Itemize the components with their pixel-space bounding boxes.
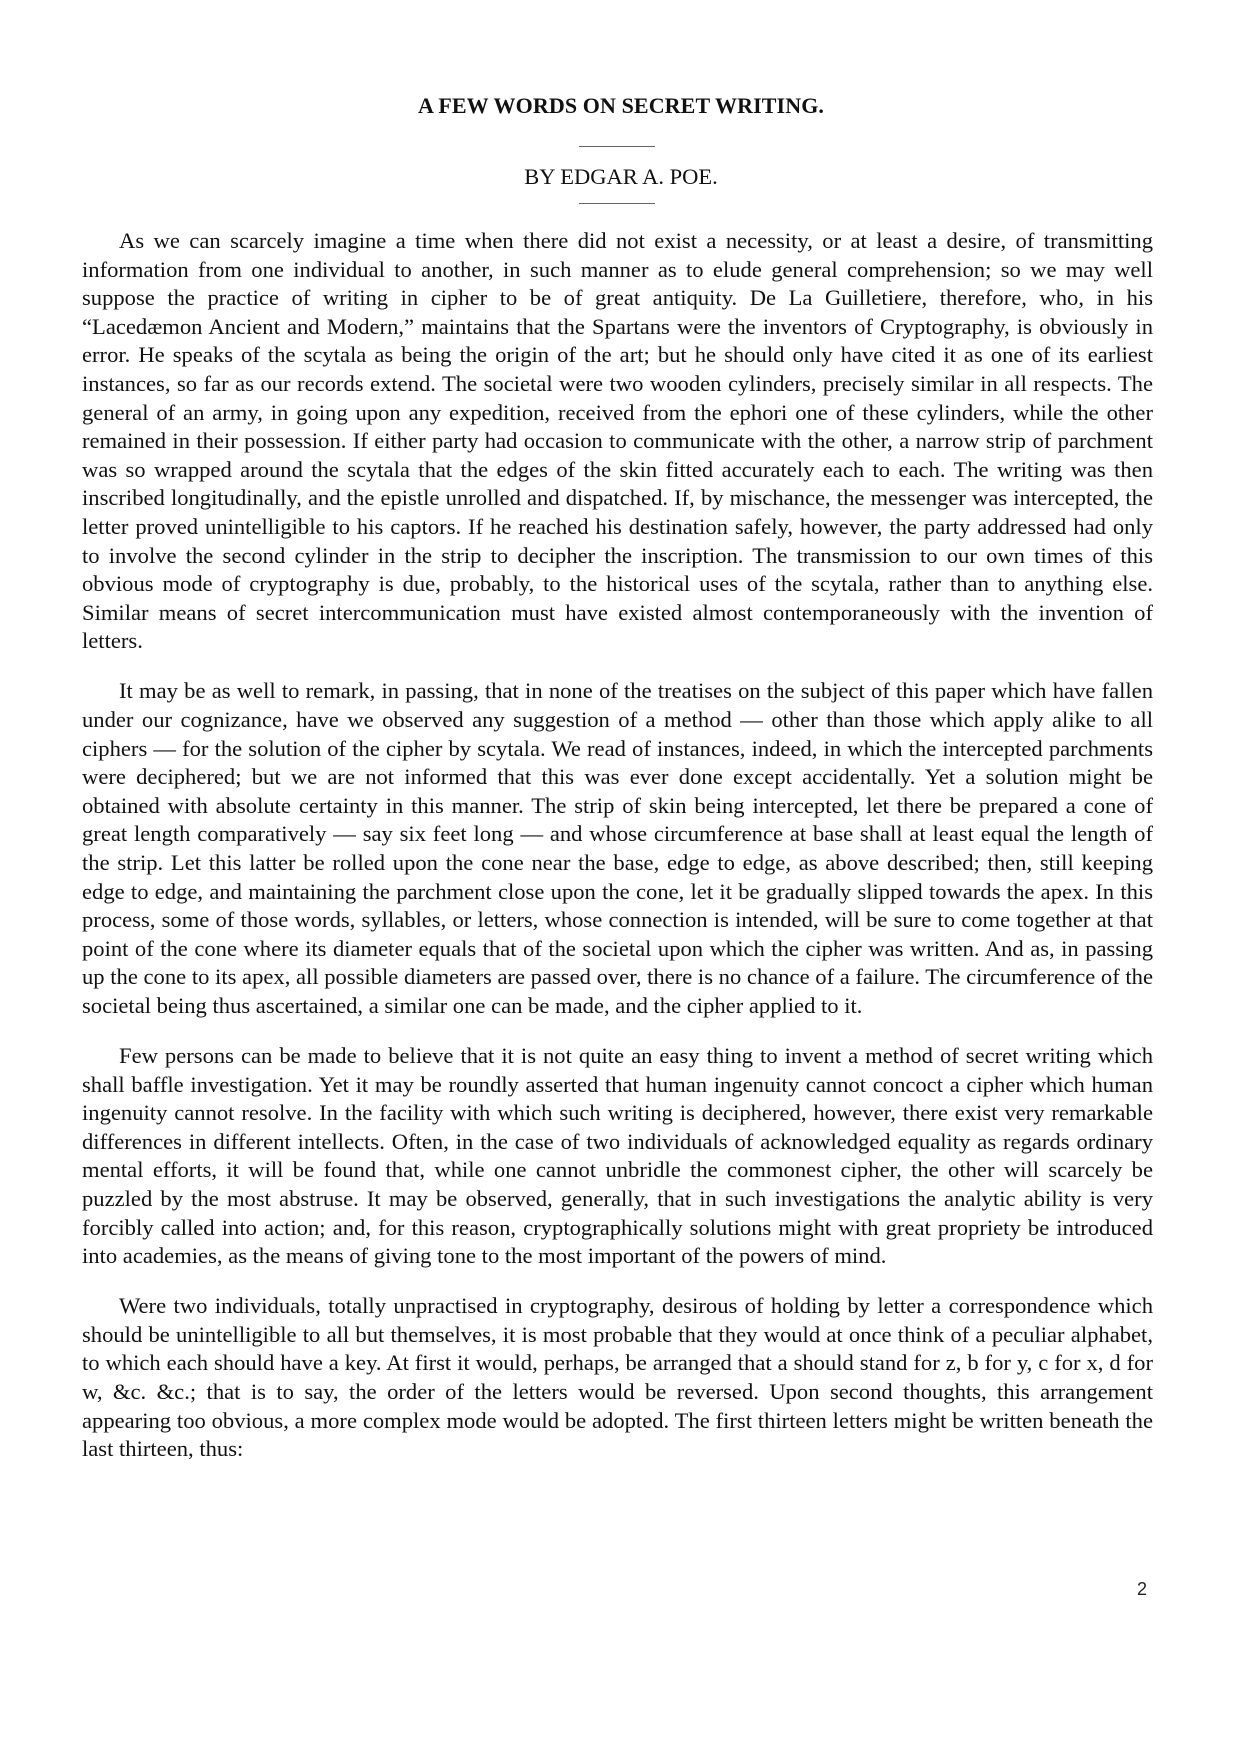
title-divider-rule <box>579 146 655 147</box>
paragraph-2: It may be as well to remark, in passing, that in none of the treatises on the subject of this paper which have fallen under our cognizance, have we observed any suggestion of a method — other than those which apply alike to all ciphers — for the solution of the cipher by scytala. We read of instances, indeed, in which the intercepted parchments were deciphered; but we are not informed that this was ever done except accidentally. Yet a solution might be obtained with absolute certainty in this manner. The strip of skin being intercepted, let there be prepared a cone of great length comparatively — say six feet long — and whose circumference at base shall at least equal the length of the strip. Let this latter be rolled upon the cone near the base, edge to edge, as above described; then, still keeping edge to edge, and maintaining the parchment close upon the cone, let it be gradually slipped towards the apex. In this process, some of those words, syllables, or letters, whose connection is intended, will be sure to come together at that point of the cone where its diameter equals that of the societal upon which the cipher was written. And as, in passing up the cone to its apex, all possible diameters are passed over, there is no chance of a failure. The circumference of the societal being thus ascertained, a similar one can be made, and the cipher applied to it. <box>82 678 1153 1018</box>
paragraph-1: As we can scarcely imagine a time when there did not exist a necessity, or at least a desire, of transmitting information from one individual to another, in such manner as to elude general comprehension; so we may well suppose the practice of writing in cipher to be of great antiquity. De La Guilletiere, therefore, who, in his “Lacedæmon Ancient and Modern,” maintains that the Spartans were the inventors of Cryptography, is obviously in error. He speaks of the scytala as being the origin of the art; but he should only have cited it as one of its earliest instances, so far as our records extend. The societal were two wooden cylinders, precisely similar in all respects. The general of an army, in going upon any expedition, received from the ephori one of these cylinders, while the other remained in their possession. If either party had occasion to communicate with the other, a narrow strip of parchment was so wrapped around the scytala that the edges of the skin fitted accurately each to each. The writing was then inscribed longitudinally, and the epistle unrolled and dispatched. If, by mischance, the messenger was intercepted, the letter proved unintelligible to his captors. If he reached his destination safely, however, the party addressed had only to involve the second cylinder in the strip to decipher the inscription. The transmission to our own times of this obvious mode of cryptography is due, probably, to the historical uses of the scytala, rather than to anything else. Similar means of secret intercommunication must have existed almost contemporaneously with the invention of letters. <box>82 228 1153 654</box>
byline-divider-rule <box>579 203 655 204</box>
paragraph-4: Were two individuals, totally unpractised in cryptography, desirous of holding by letter a correspondence which should be unintelligible to all but themselves, it is most probable that they would at once think of a peculiar alphabet, to which each should have a key. At first it would, perhaps, be arranged that a should stand for z, b for y, c for x, d for w, &c. &c.; that is to say, the order of the letters would be reversed. Upon second thoughts, this arrangement appearing too obvious, a more complex mode would be adopted. The first thirteen letters might be written beneath the last thirteen, thus: <box>82 1293 1153 1462</box>
author-byline: BY EDGAR A. POE. <box>524 164 718 189</box>
article-title: A FEW WORDS ON SECRET WRITING. <box>417 93 825 118</box>
paragraph-3: Few persons can be made to believe that it is not quite an easy thing to invent a method of secret writing which shall baffle investigation. Yet it may be roundly asserted that human ingenuity cannot concoct a cipher which human ingenuity cannot resolve. In the facility with which such writing is deciphered, however, there exist very remarkable differences in different intellects. Often, in the case of two individuals of acknowledged equality as regards ordinary mental efforts, it will be found that, while one cannot unbridle the commonest cipher, the other will scarcely be puzzled by the most abstruse. It may be observed, generally, that in such investigations the analytic ability is very forcibly called into action; and, for this reason, cryptographically solutions might with great propriety be introduced into academies, as the means of giving tone to the most important of the powers of mind. <box>82 1043 1153 1269</box>
page-number: 2 <box>1136 1579 1147 1599</box>
article-body <box>82 227 1153 1485</box>
